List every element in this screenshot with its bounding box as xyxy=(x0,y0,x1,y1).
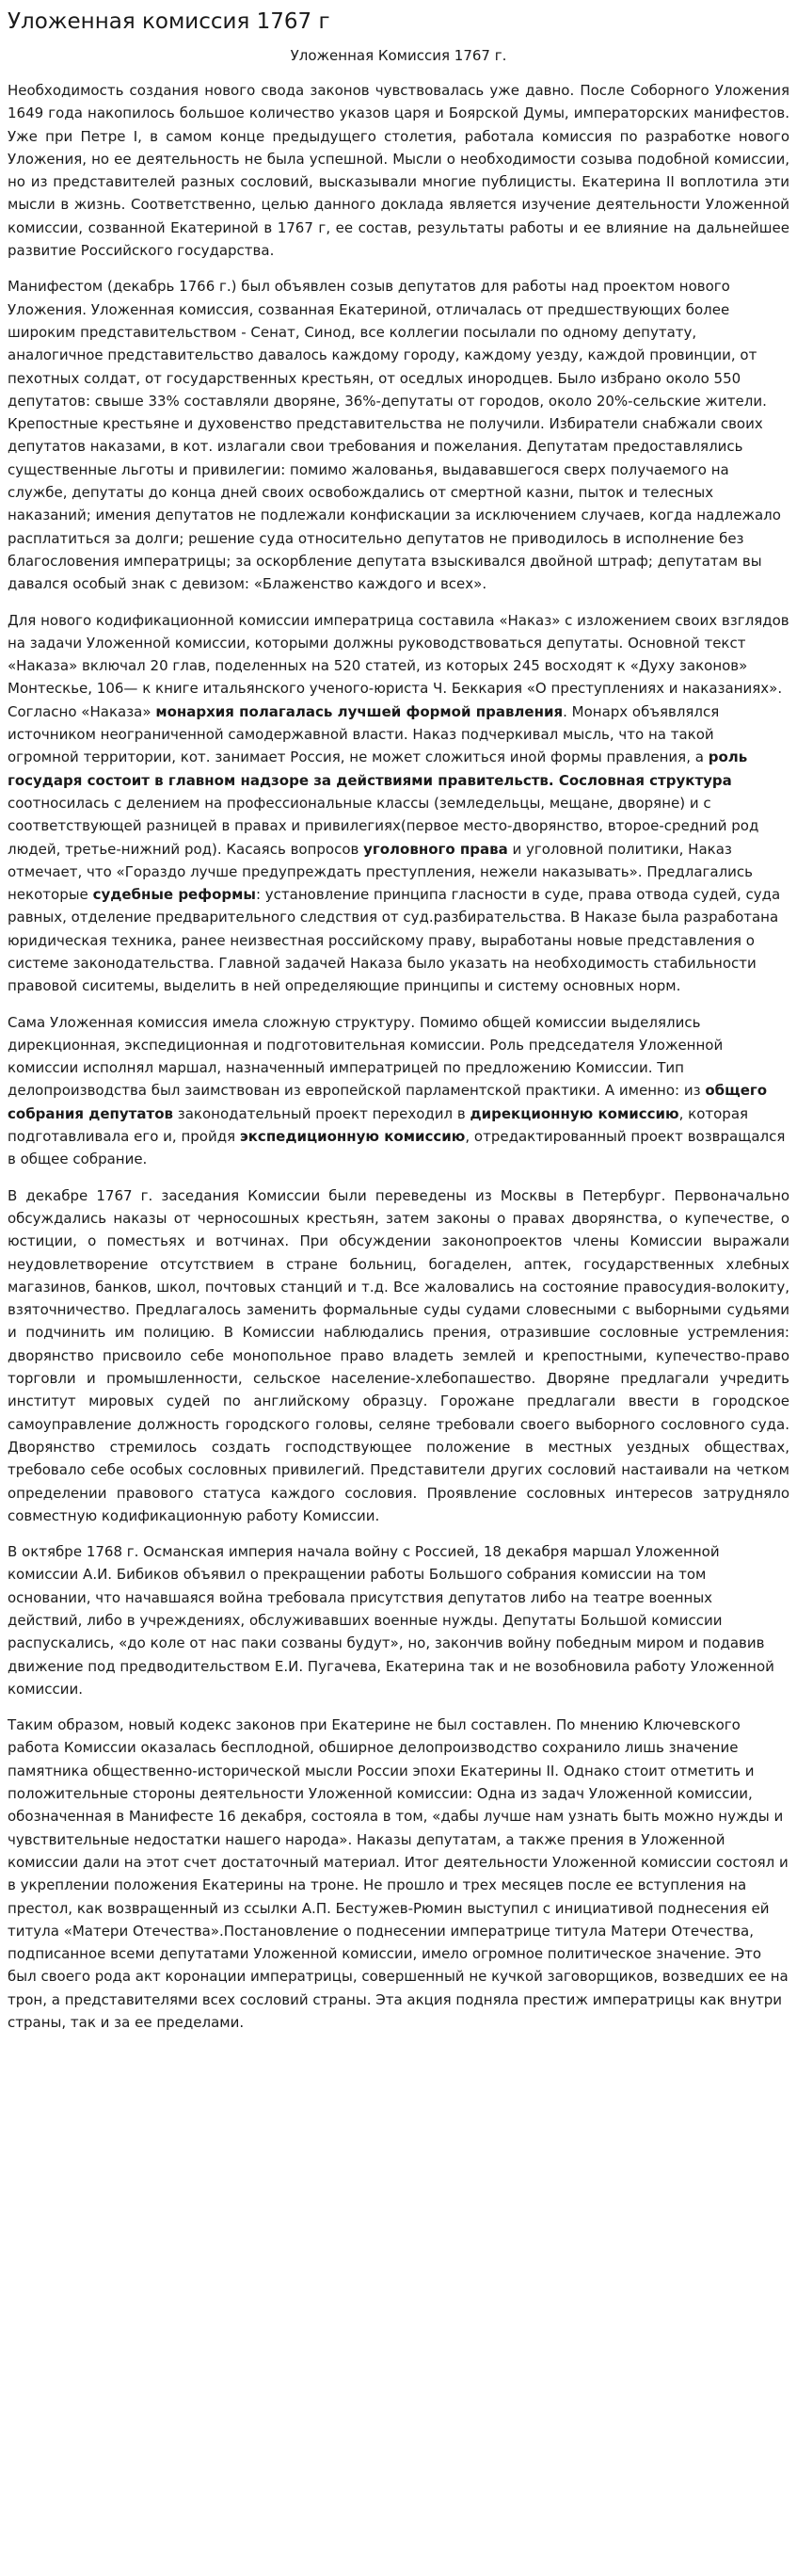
paragraph-nakaz xyxy=(8,609,789,998)
text-run: Для нового кодификационной комиссии императрица составила «Наказ» с изложением своих взглядов на задачи Уложенной комиссии, которыми должны руководствоваться депутаты. Основной текст «Наказа» включал 20 глав, поделенных на 520 статей, из которых 245 восходят к «Духу законов» Монтескье, 106— к книге итальянского ученого-юриста Ч. Беккария «О преступлениях и наказаниях». Согласно «Наказа» xyxy=(8,611,789,720)
bold-phrase: судебные реформы xyxy=(92,886,256,904)
paragraph-manifesto: Манифестом (декабрь 1766 г.) был объявлен созыв депутатов для работы над проектом нового Уложения. Уложенная комиссия, созванная Екатериной, отличалась от предшествующих более широким представительством - Сенат, Синод, все коллегии посылали по одному депутату, аналогичное представительство давалось каждому городу, каждому уезду, каждой провинции, от пехотных солдат, от государственных крестьян, от оседлых инородцев. Было избрано около 550 депутатов: свыше 33% составляли дворяне, 36%-депутаты от городов, около 20%-сельские жители. Крепостные крестьяне и духовенство представительства не получили. Избиратели снабжали своих депутатов наказами, в кот. излагали свои требования и пожелания. Депутатам предоставлялись существенные льготы и привилегии: помимо жалованья, выдававшегося сверх получаемого на службе, депутаты до конца дней своих освобождались от смертной казни, пыток и телесных наказаний; имения депутатов не подлежали конфискации за исключением случаев, когда надлежало расплатиться за долги; решение суда относительно депутатов не приводилось в исполнение без благословения императрицы; за оскорбление депутата взыскивался двойной штраф; депутатам вы давался особый знак с девизом: «Блаженство каждого и всех». xyxy=(8,278,781,593)
bold-phrase: экспедиционную комиссию xyxy=(239,1128,466,1146)
text-run: Сама Уложенная комиссия имела сложную структуру. Помимо общей комиссии выделялись дирекционная, экспедиционная и подготовительная комиссии. Роль председателя Уложенной комиссии исполнял маршал, назначенный императрицей по предложению Комиссии. Тип делопроизводства был заимствован из европейской парламентской практики. А именно: из xyxy=(8,1013,724,1100)
text-run: законодательный проект переходил в xyxy=(173,1104,470,1122)
bold-phrase: дирекционную комиссию xyxy=(470,1104,679,1122)
text-run: , которая подготавливала его и, пройдя xyxy=(8,1104,749,1146)
text-run: , отредактированный проект возвращался в общее собрание. xyxy=(8,1128,786,1168)
page-title: Уложенная комиссия 1767 г xyxy=(8,9,330,34)
text-run: и уголовной политики, Наказ отмечает, что «Гораздо лучше предупреждать преступления, нежели наказывать». Предлагались некоторые xyxy=(8,840,754,904)
bold-phrase: монархия полагалась лучшей формой правления xyxy=(155,702,564,720)
paragraph-introduction: Необходимость создания нового свода законов чувствовалась уже давно. После Соборного Уложения 1649 года накопилось большое количество указов царя и Боярской Думы, императорских манифестов. Уже при Петре I, в самом конце предыдущего столетия, работала комиссия по разработке нового Уложения, но ее деятельность не была успешной. Мысли о необходимости созыва подобной комиссии, но из представителей разных сословий, высказывали многие публицисты. Екатерина II воплотила эти мысли в жизнь. Соответственно, целью данного доклада является изучение деятельности Уложенной комиссии, созванной Екатериной в 1767 г, ее состав, результаты работы и ее влияние на дальнейшее развитие Российского государства. xyxy=(8,82,789,260)
paragraph-war: В октябре 1768 г. Османская империя начала войну с Россией, 18 декабря маршал Уложенной комиссии А.И. Бибиков объявил о прекращении работы Большого собрания комиссии на том основании, что начавшаяся война требовала присутствия депутатов либо на театре военных действий, либо в учреждениях, обслуживавших военные нужды. Депутаты Большой комиссии распускались, «до коле от нас паки созваны будут», но, закончив войну победным миром и подавив движение под предводительством Е.И. Пугачева, Екатерина так и не возобновила работу Уложенной комиссии. xyxy=(8,1543,774,1698)
bold-phrase: уголовного права xyxy=(363,840,508,858)
document-subtitle: Уложенная Комиссия 1767 г. xyxy=(290,47,507,64)
text-run: соотносилась с делением на профессиональные классы (земледельцы, мещане, дворяне) и с соответствующей разницей в правах и привилегиях(первое место-дворянство, второе-средний род людей, третье-нижний род). Касаясь вопросов xyxy=(8,794,759,858)
paragraph-conclusion: Таким образом, новый кодекс законов при Екатерине не был составлен. По мнению Ключевского работа Комиссии оказалась бесплодной, обширное делопроизводство сохранило лишь значение памятника общественно-исторической мысли России эпохи Екатерины II. Однако стоит отметить и положительные стороны деятельности Уложенной комиссии: Одна из задач Уложенной комиссии, обозначенная в Манифесте 16 декабря, состояла в том, «дабы лучше нам узнать быть можно нужды и чувствительные недостатки нашего народа». Наказы депутатам, а также прения в Уложенной комиссии дали на этот счет достаточный материал. Итог деятельности Уложенной комиссии состоял и в укреплении положения Екатерины на троне. Не прошло и трех месяцев после ее вступления на престол, как возвращенный из ссылки А.П. Бестужев-Рюмин выступил с инициативой поднесения ей титула «Матери Отечества».Постановление о поднесении императрице титула Матери Отечества, подписанное всеми депутатами Уложенной комиссии, имело огромное политическое значение. Это был своего рода акт коронации императрицы, совершенный не кучкой заговорщиков, возведших ее на трон, а представителями всех сословий страны. Эта акция подняла престиж императрицы как внутри страны, так и за ее пределами. xyxy=(8,1716,789,2032)
bold-phrase: роль государя состоит в главном надзоре за действиями правительств. Сословная структура xyxy=(8,749,748,789)
bold-phrase: общего собрания депутатов xyxy=(8,1082,768,1122)
text-run: . Монарх объявлялся источником неограниченной самодержавной власти. Наказ подчеркивал мысль, что на такой огромной территории, кот. занимает Россия, не может сложиться иной формы правления, а xyxy=(8,702,720,766)
paragraph-structure xyxy=(8,1011,789,1171)
text-run: : установление принципа гласности в суде, права отвода судей, суда равных, отделение предварительного следствия от суд.разбирательства. В Наказе была разработана юридическая техника, ранее неизвестная российскому праву, выработаны новые представления о системе законодательства. Главной задачей Наказа было указать на необходимость стабильности правовой сиситемы, выделить в ней определяющие принципы и систему основных норм. xyxy=(8,886,781,995)
paragraph-sessions: В декабре 1767 г. заседания Комиссии были переведены из Москвы в Петербург. Первоначально обсуждались наказы от черносошных крестьян, затем законы о правах дворянства, о купечестве, о юстиции, о поместьях и вотчинах. При обсуждении законопроектов члены Комиссии выражали неудовлетворение отсутствием в стране больниц, богаделен, аптек, государственных хлебных магазинов, банков, школ, почтовых станций и т.д. Все жаловались на состояние правосудия-волокиту, взяточничество. Предлагалось заменить формальные суды судами словесными с выборными судьями и подчинить им полицию. В Комиссии наблюдались прения, отразившие сословные устремления: дворянство присвоило себе монопольное право владеть землей и крепостными, купечество-право торговли и промышленности, сельское население-хлебопашество. Дворяне предлагали учредить институт мировых судей по английскому образцу. Горожане предлагали ввести в городское самоуправление должность городского головы, селяне требовали своего выборного сословного суда. Дворянство стремилось создать господствующее положение в местных уездных обществах, требовало себе особых сословных привилегий. Представители других сословий настаивали на четком определении правового статуса каждого сословия. Проявление сословных интересов затрудняло совместную кодификационную работу Комиссии. xyxy=(8,1186,789,1524)
